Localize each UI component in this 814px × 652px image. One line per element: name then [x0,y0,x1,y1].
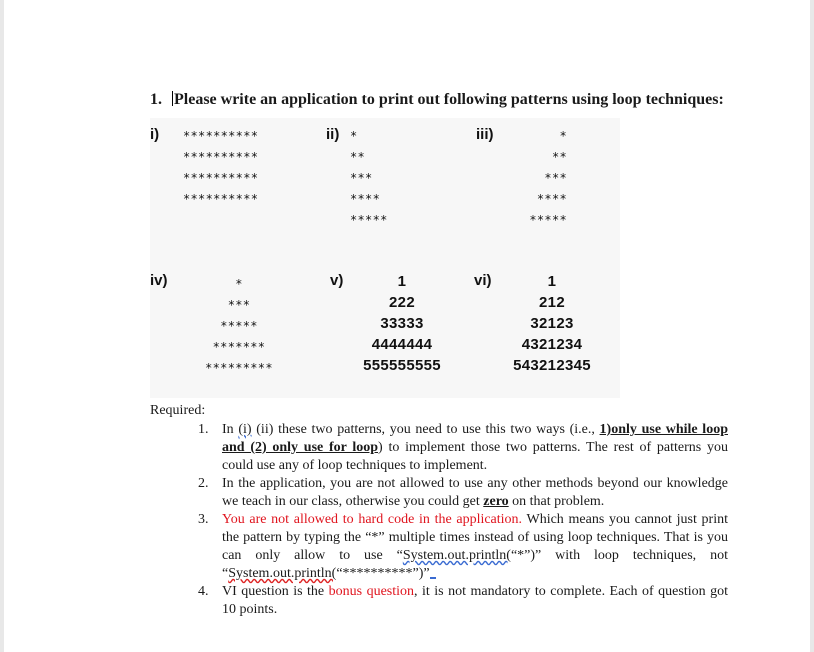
req1-text-b: (ii) these two patterns, you need to use this two ways (i.e., [251,422,600,437]
pattern-ii-line-5: ***** [350,213,388,227]
pattern-i-line-3: ********** [183,171,259,185]
pattern-ii-label: ii) [326,126,340,143]
pattern-ii-line-3: *** [350,171,373,185]
req3-code-1: System.out.println( [402,548,511,563]
pattern-v-line-5: 555555555 [363,357,441,374]
required-title: Required: [150,403,206,418]
question-text: Please write an application to print out following patterns using loop techniques: [174,91,724,108]
item-number: 2. [198,476,209,491]
pattern-vi-line-5: 543212345 [513,357,591,374]
req2-text-b: on that problem. [508,494,605,509]
page-left-edge [0,0,4,652]
pattern-image [150,118,620,398]
pattern-iii-line-3: *** [544,171,567,185]
question-heading [150,91,790,109]
pattern-v-line-2: 222 [389,294,415,311]
item-number: 4. [198,584,209,599]
req4-red-text: bonus question [328,584,415,599]
req1-emphasis: 1)only use while loop and (2) only use for loop [222,422,728,455]
pattern-v-label: v) [330,272,344,289]
pattern-i-line-4: ********** [183,192,259,206]
pattern-iv-line-2: *** [227,298,251,312]
pattern-vi-line-1: 1 [547,273,557,290]
req1-text-i: (i) [238,422,252,437]
pattern-iv-line-5: ********* [205,361,273,375]
req2-text-a: In the application, you are not allowed to use any other methods beyond our knowledge we teach in our class, otherwise you could get [222,476,728,509]
pattern-iv-line-4: ******* [212,340,266,354]
requirement-item-2 [150,475,728,511]
pattern-iii-line-5: ***** [529,213,567,227]
pattern-iv-line-1: * [235,277,243,291]
req3-code-2: System.out.println( [228,566,337,581]
requirement-item-4 [150,583,728,619]
pattern-i-line-1: ********** [183,129,259,143]
pattern-iv-line-3: ***** [220,319,258,333]
text-cursor [172,91,173,106]
requirement-item-3 [150,511,728,583]
req3-text-c: “**********”)” [336,566,430,581]
pattern-iii-line-2: ** [551,150,567,164]
pattern-ii-line-4: **** [350,192,381,206]
req1-text-d: ) to implement those two patterns. The rest of patterns you could use any of loop techniques to implement. [222,440,728,473]
pattern-ii-line-1: * [350,129,358,143]
pattern-iii-line-1: * [559,129,567,143]
req4-text-b: , it is not mandatory to complete. Each of question got 10 points. [222,584,729,617]
spell-check-mark [430,567,436,579]
requirements-list [150,421,750,619]
pattern-iii-line-4: **** [536,192,567,206]
req3-text-a: Which means you cannot just print the pattern by typing the “*” multiple times instead of using loop techniques. That is you can only allow to use “ [222,512,728,563]
pattern-v-line-1: 1 [397,273,407,290]
req1-text-a: In [222,422,239,437]
pattern-vi-line-4: 4321234 [521,336,583,353]
pattern-vi-line-3: 32123 [530,315,574,332]
req3-red-text: You are not allowed to hard code in the application. [222,512,523,527]
pattern-vi-line-2: 212 [539,294,565,311]
pattern-vi-label: vi) [474,272,492,289]
pattern-ii-line-2: ** [350,150,366,164]
pattern-v-line-3: 33333 [380,315,424,332]
pattern-i-line-2: ********** [183,150,259,164]
page-right-edge [810,0,814,652]
requirement-item-1 [150,421,728,475]
pattern-v-line-4: 4444444 [371,336,433,353]
item-number: 1. [198,422,209,437]
pattern-i-label: i) [150,126,160,143]
question-number: 1. [150,91,162,108]
pattern-iii-label: iii) [476,126,494,143]
req2-zero: zero [483,494,509,509]
pattern-iv-label: iv) [150,272,168,289]
item-number: 3. [198,512,209,527]
req3-text-b: “*”)” with loop techniques, not “ [222,548,729,581]
req4-text-a: VI question is the [222,584,329,599]
requirements-section [150,402,750,619]
